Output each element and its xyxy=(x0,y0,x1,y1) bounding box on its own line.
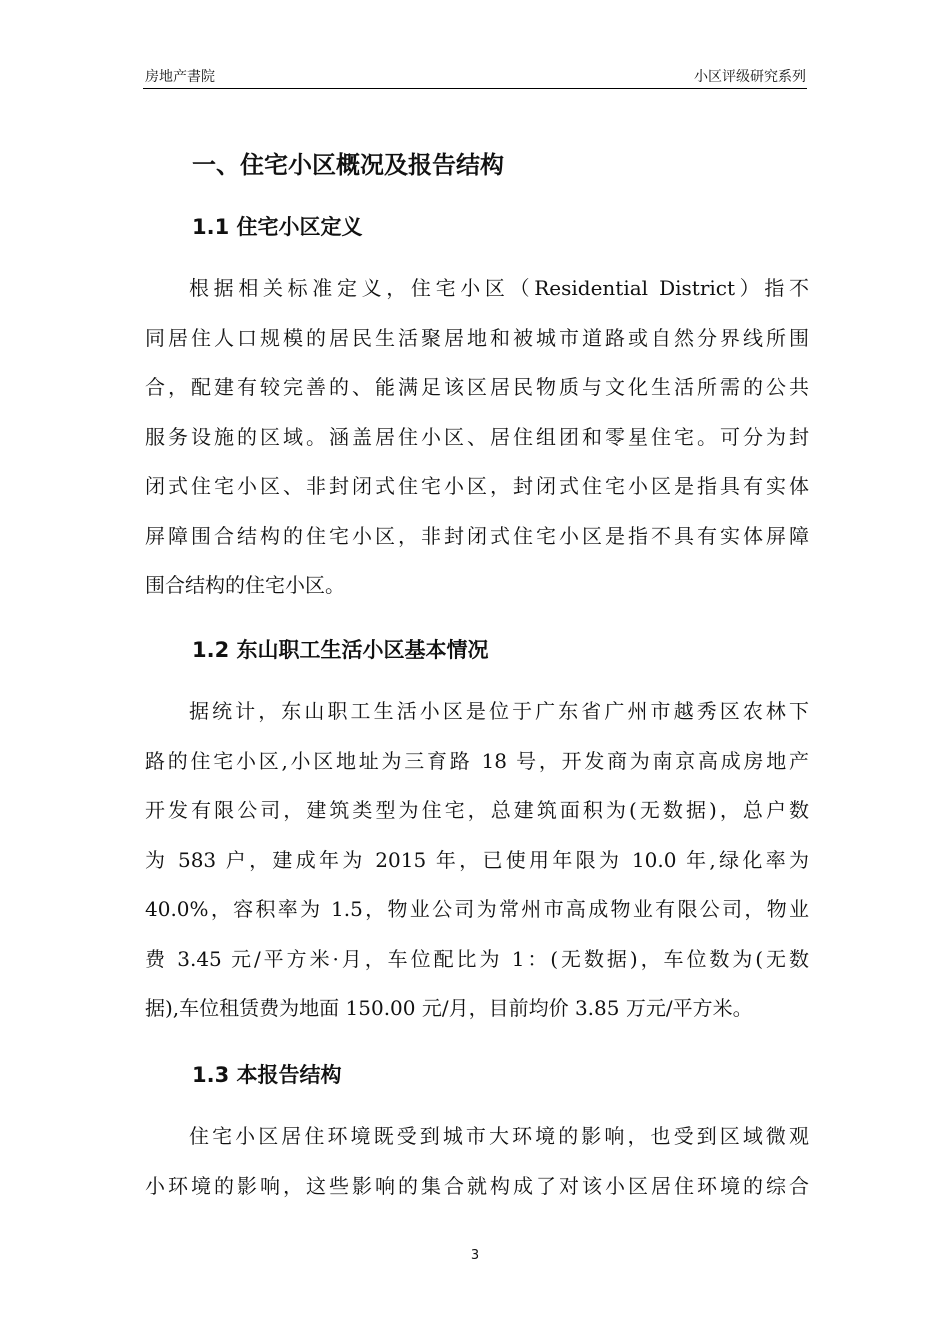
paragraph-line: 同居住人口规模的居民生活聚居地和被城市道路或自然分界线所围 xyxy=(145,325,809,350)
paragraph-definition xyxy=(145,264,809,611)
header-right-text: 小区评级研究系列 xyxy=(694,69,806,85)
section-title: 一、住宅小区概况及报告结构 xyxy=(192,151,504,179)
paragraph-line: 开发有限公司，建筑类型为住宅，总建筑面积为(无数据)，总户数 xyxy=(145,798,809,822)
paragraph-line: 闭式住宅小区、非封闭式住宅小区，封闭式住宅小区是指具有实体 xyxy=(145,474,809,498)
header-left-text: 房地产書院 xyxy=(145,69,215,85)
paragraph-report-structure xyxy=(145,1112,809,1211)
paragraph-line: 屏障围合结构的住宅小区，非封闭式住宅小区是指不具有实体屏障 xyxy=(145,523,809,548)
paragraph-line: 为 583 户，建成年为 2015 年，已使用年限为 10.0 年,绿化率为 xyxy=(145,847,809,872)
paragraph-line: 住宅小区居住环境既受到城市大环境的影响，也受到区域微观 xyxy=(189,1124,809,1148)
paragraph-line: 服务设施的区域。涵盖居住小区、居住组团和零星住宅。可分为封 xyxy=(145,424,809,449)
header-divider xyxy=(143,88,807,89)
paragraph-community-info xyxy=(145,687,809,1034)
page-number: 3 xyxy=(470,1248,480,1263)
paragraph-line: 围合结构的住宅小区。 xyxy=(145,573,345,597)
subsection-heading-1-1: 1.1 住宅小区定义 xyxy=(192,215,363,239)
subsection-heading-1-2: 1.2 东山职工生活小区基本情况 xyxy=(192,638,489,662)
paragraph-line: 小环境的影响，这些影响的集合就构成了对该小区居住环境的综合 xyxy=(145,1173,809,1198)
paragraph-line: 合，配建有较完善的、能满足该区居民物质与文化生活所需的公共 xyxy=(145,375,809,399)
paragraph-line: 40.0%，容积率为 1.5，物业公司为常州市高成物业有限公司，物业 xyxy=(145,897,809,921)
paragraph-line: 路的住宅小区,小区地址为三育路 18 号，开发商为南京高成房地产 xyxy=(145,748,809,773)
paragraph-line: 据),车位租赁费为地面 150.00 元/月，目前均价 3.85 万元/平方米。 xyxy=(145,996,753,1020)
paragraph-line: 根据相关标准定义，住宅小区（Residential District）指不 xyxy=(189,276,809,300)
paragraph-line: 费 3.45 元/平方米·月，车位配比为 1：(无数据)，车位数为(无数 xyxy=(145,946,809,971)
paragraph-line: 据统计，东山职工生活小区是位于广东省广州市越秀区农林下 xyxy=(189,699,809,723)
subsection-heading-1-3: 1.3 本报告结构 xyxy=(192,1063,342,1087)
